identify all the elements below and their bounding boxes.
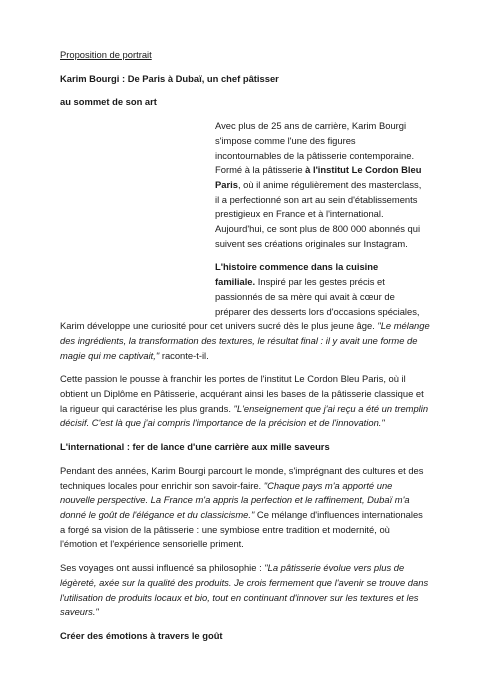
section-heading-emotions: Créer des émotions à travers le goût: [60, 629, 223, 641]
histoire-line: Karim développe une curiosité pour cet univers sucré dès le plus jeune âge. "Le mélange: [60, 320, 430, 332]
institute-city: Paris: [215, 178, 238, 190]
international-line: donné le goût de l'élégance et du classicisme." Ce mélange d'influences internationales: [60, 508, 423, 520]
cordon-line: obtient un Diplôme en Pâtisserie, acquérant ainsi les bases de la pâtisserie classique et: [60, 388, 424, 400]
document-page: [60, 48, 442, 644]
intro-line: incontournables de la pâtisserie contemporaine.: [215, 149, 415, 161]
histoire-line: magie qui me captivait," raconte-t-il.: [60, 349, 209, 361]
international-line: l'émotion et l'expérience sensorielle priment.: [60, 538, 244, 550]
cordon-line: décisif. C'est là que j'ai compris l'importance de la précision et de l'innovation.": [60, 417, 385, 429]
philosophie-line: l'utilisation de produits locaux et bio, tout en continuant d'innover sur les textures et les: [60, 591, 419, 603]
cordon-line: Cette passion le pousse à franchir les portes de l'institut Le Cordon Bleu Paris, où il: [60, 373, 406, 385]
philosophie-line: légèreté, axée sur la qualité des produits. Je crois fermement que l'avenir se trouve dans: [60, 576, 429, 588]
histoire-line: des ingrédients, la transformation des textures, le résultat final : il y avait une forme de: [60, 334, 418, 346]
intro-line: Avec plus de 25 ans de carrière, Karim Bourgi: [215, 120, 407, 132]
philosophie-paragraph: [60, 561, 442, 620]
philosophie-line: saveurs.": [60, 606, 99, 618]
international-line: a forgé sa vision de la pâtisserie : une symbiose entre tradition et modernité, où: [60, 523, 390, 535]
intro-line: Formé à la pâtisserie à l'institut Le Cordon Bleu: [215, 164, 422, 176]
histoire-line: préparer des desserts lors d'occasions spéciales,: [215, 305, 420, 317]
cordon-line: la rigueur qui caractérise les plus grands. "L'enseignement que j'ai reçu a été un tremplin: [60, 402, 429, 414]
histoire-line: passionnés de sa mère qui avait à cœur de: [215, 290, 395, 302]
cordon-paragraph: [60, 372, 442, 431]
section-heading-international: L'international : fer de lance d'une carrière aux mille saveurs: [60, 441, 330, 453]
intro-line: il a perfectionné son art au sein d'établissements: [215, 193, 418, 205]
intro-line: Aujourd'hui, ce sont plus de 800 000 abonnés qui: [215, 223, 421, 235]
histoire-line: L'histoire commence dans la cuisine: [215, 261, 379, 273]
intro-line: Paris, où il anime régulièrement des masterclass,: [215, 178, 422, 190]
international-line: nouvelle perspective. La France m'a appris la perfection et le raffinement, Dubaï m'a: [60, 494, 410, 506]
histoire-line: familiale. Inspiré par les gestes précis et: [215, 276, 385, 288]
proposal-label: Proposition de portrait: [60, 49, 152, 60]
article-title-line1: Karim Bourgi : De Paris à Dubaï, un chef pâtisser: [60, 72, 279, 84]
intro-line: suivent ses créations originales sur Instagram.: [215, 237, 408, 249]
intro-paragraph: [215, 119, 443, 251]
international-line: Pendant des années, Karim Bourgi parcourt le monde, s'imprégnant des cultures et des: [60, 464, 424, 476]
article-title-line2: au sommet de son art: [60, 96, 157, 108]
intro-line: prestigieux en France et à l'international.: [215, 208, 384, 220]
philosophie-line: Ses voyages ont aussi influencé sa philosophie : "La pâtisserie évolue vers plus de: [60, 562, 405, 574]
institute-name: à l'institut Le Cordon Bleu: [305, 164, 422, 176]
histoire-paragraph: [60, 260, 442, 363]
international-line: techniques locales pour enrichir son savoir-faire. "Chaque pays m'a apporté une: [60, 479, 393, 491]
international-paragraph: [60, 464, 442, 552]
intro-line: s'impose comme l'une des figures: [215, 134, 356, 146]
